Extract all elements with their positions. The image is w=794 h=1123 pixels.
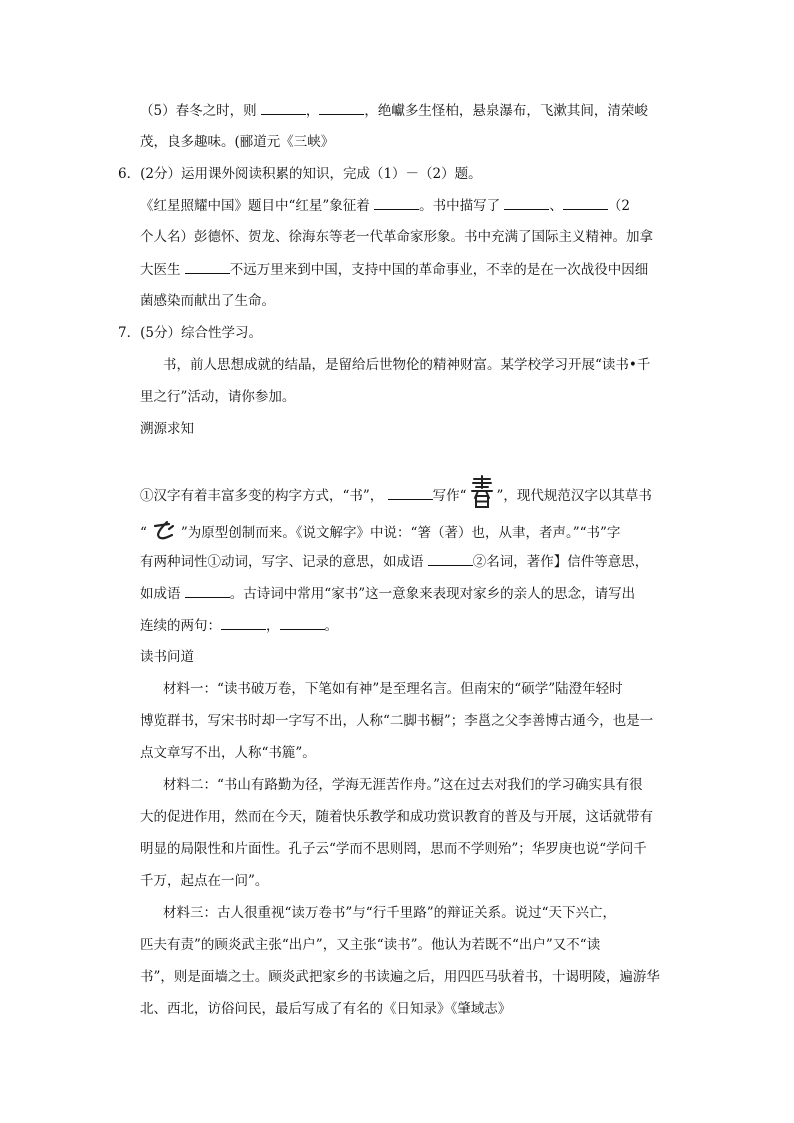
material-1-line-1: 材料一：“读书破万卷，下笔如有神”是至理名言。但南宋的“硕学”陆澄年轻时 xyxy=(163,681,623,697)
material-2-line-1: 材料二：“书山有路勤为径，学海无涯苦作舟。”这在过去对我们的学习确实具有很 xyxy=(163,777,643,793)
q7-p1-line-2: “ ”为原型创制而来。《说文解字》中说：“箸（著）也，从聿，者声。”“书”字 xyxy=(140,520,620,543)
cursive-shu-icon xyxy=(149,520,179,542)
q6-line-4: 菌感染而献出了生命。 xyxy=(140,293,275,309)
q7-intro-1: 书，前人思想成就的结晶，是留给后世物伦的精神财富。某学校学习开展“读书•千 xyxy=(163,357,651,373)
q5-text-a: （5）春冬之时，则 xyxy=(140,103,257,119)
answer-blank[interactable] xyxy=(185,259,230,274)
q5-line-2 xyxy=(140,132,334,152)
material-2-line-4: 千万，起点在一问”。 xyxy=(140,873,269,889)
q7-p1-line-3: 有两种词性①动词，写字、记录的意思，如成语 ②名词，著作】信件等意思， xyxy=(140,551,648,572)
answer-blank[interactable] xyxy=(319,100,364,115)
q7-p1-line-1: ①汉字有着丰富多变的构字方式，“书”， 写作“ ”，现代规范汉字以其草书 xyxy=(140,474,652,510)
seal-script-shu-icon xyxy=(469,474,495,510)
material-3-line-4: 北、西北，访俗问民，最后写成了有名的《日知录》《肇域志》 xyxy=(140,1001,512,1017)
section-title-suyuan: 溯源求知 xyxy=(140,421,194,437)
q6-line-2: 个人名）彭德怀、贺龙、徐海东等老一代革命家形象。书中充满了国际主义精神。加拿 xyxy=(140,229,653,245)
q7-heading: 7．(5分）综合性学习。 xyxy=(118,325,262,341)
answer-blank[interactable] xyxy=(261,100,306,115)
material-2-line-2: 大的促进作用，然而在今天，随着快乐教学和成功赏识教育的普及与开展，这话就带有 xyxy=(140,809,653,825)
answer-blank[interactable] xyxy=(221,615,266,630)
q6-heading: 6．(2分）运用课外阅读积累的知识，完成（1）－（2）题。 xyxy=(118,166,482,182)
answer-blank[interactable] xyxy=(185,583,230,598)
q7-p1-line-4: 如成语 。古诗词中常用“家书”这一意象来表现对家乡的亲人的思念，请写出 xyxy=(140,583,635,604)
material-2-line-3: 明显的局限性和片面性。孔子云“学而不思则罔，思而不学则殆”；华罗庚也说“学问千 xyxy=(140,841,647,857)
q6-line-1: 《红星照耀中国》题目中“红星”象征着 。书中描写了 、 （2 xyxy=(140,195,630,216)
q5-line-1 xyxy=(140,100,648,121)
q5-text-b: ，绝巘多生怪柏，悬泉瀑布，飞漱其间，清荣峻 xyxy=(364,103,648,119)
material-1-line-3: 点文章写不出，人称“书簏”。 xyxy=(140,745,316,761)
answer-blank[interactable] xyxy=(428,551,473,566)
material-3-line-2: 匹夫有责”的顾炎武主张“出户”，又主张“读书”。他认为若既不“出户”又不“读 xyxy=(140,937,601,953)
q6-line-3: 大医生 不远万里来到中国，支持中国的革命事业，不幸的是在一次战役中因细 xyxy=(140,259,648,280)
q7-intro-2: 里之行”活动，请你参加。 xyxy=(140,389,296,405)
material-3-line-3: 书”，则是面墙之士。顾炎武把家乡的书读遍之后，用四匹马驮着书，十谒明陵，遍游华 xyxy=(140,969,660,985)
answer-blank[interactable] xyxy=(563,195,608,210)
material-1-line-2: 博览群书，写宋书时却一字写不出，人称“二脚书橱”；李邕之父李善博古通今，也是一 xyxy=(140,713,654,729)
q5-sep: ， xyxy=(305,103,320,119)
answer-blank[interactable] xyxy=(280,615,325,630)
answer-blank[interactable] xyxy=(374,195,419,210)
answer-blank[interactable] xyxy=(504,195,549,210)
section-title-dushu: 读书问道 xyxy=(140,649,194,665)
material-3-line-1: 材料三：古人很重视“读万卷书”与“行千里路”的辩证关系。说过“天下兴亡， xyxy=(163,905,617,921)
q5-text-c: 茂，良多趣味。(郦道元《三峡》 xyxy=(140,134,335,150)
answer-blank[interactable] xyxy=(388,485,433,500)
q7-p1-line-5: 连续的两句： ， 。 xyxy=(140,615,338,636)
